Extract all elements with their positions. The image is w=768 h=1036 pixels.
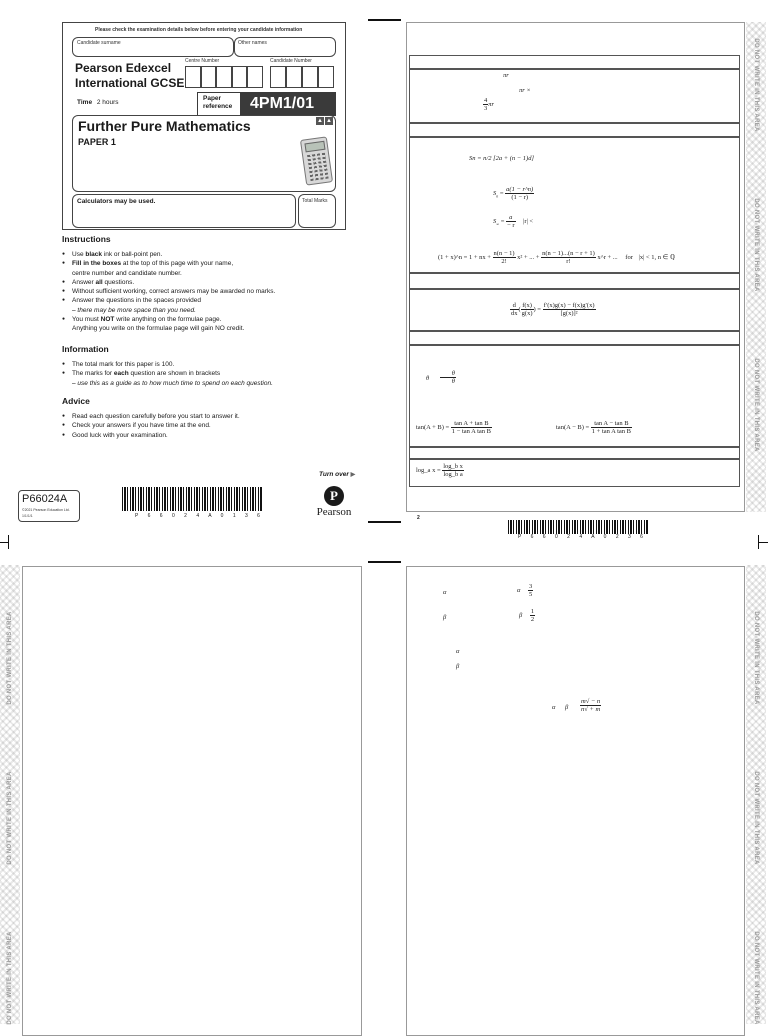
calculators-note: Calculators may be used. [77, 198, 156, 205]
advice-text: Read each question carefully before you start to answer it. [72, 413, 240, 420]
bullet-icon: ● [62, 260, 66, 267]
bullet-icon: ● [62, 370, 66, 377]
instruction-item [62, 306, 362, 315]
subject-box [72, 115, 336, 192]
instruction-item [62, 315, 362, 324]
surname-label: Candidate surname [77, 40, 121, 46]
information-heading: Information [62, 344, 109, 354]
instruction-item [62, 269, 362, 278]
formula-box-trig [409, 345, 740, 447]
crop-mark [8, 535, 9, 549]
binomial-a: (1 + x)^n = 1 + nx + [438, 253, 491, 261]
board-line-1: Pearson Edexcel [75, 61, 172, 75]
quot-fx: f(x) [522, 302, 532, 309]
instructions-section [62, 234, 362, 334]
information-bold: each [113, 370, 129, 378]
alpha-part-c: α [552, 704, 556, 711]
instruction-pre: Answer the questions in the spaces provided [72, 297, 201, 305]
information-item [62, 369, 362, 378]
binomial-c: x^r + ... [597, 253, 618, 261]
tan-diff-num: tan A − tan B [591, 420, 632, 428]
alpha-part-b: α [456, 648, 460, 655]
bullet-icon: ● [62, 316, 66, 323]
instruction-post: ink or ball-point pen. [102, 251, 163, 258]
centre-number-label: Centre Number [185, 58, 220, 64]
surd-den: n√ + m [581, 706, 601, 713]
tan-sum-lhs: tan(A + B) = [416, 423, 450, 431]
gp-num: a(1 − r^n) [506, 186, 534, 193]
advice-section [62, 396, 362, 440]
quotient-rule: $\frac{d}{dx}$ ( $\frac{f(x)}{g(x)}$ ) = $\frac{f'(x)g(x) - f(x)g'(x)}{\text{[g(x)]²}}$ [511, 302, 595, 317]
instruction-bold: black [85, 251, 102, 258]
bullet-icon: ● [62, 361, 66, 367]
barcode [122, 487, 262, 511]
sinf-den: − r [507, 222, 515, 229]
beta-part-c: β [565, 704, 569, 711]
strip-label: DO NOT WRITE IN THIS AREA [7, 771, 13, 865]
paper-ref-label-2: reference [203, 103, 233, 110]
information-pre: – use this as a guide as to how much time to spend on each question. [72, 379, 273, 387]
beta-symbol: β [519, 611, 523, 619]
alpha-label: α [443, 589, 447, 596]
calculators-box [72, 194, 296, 228]
paper-code-footer: P66024A [22, 493, 68, 505]
board-name [75, 61, 184, 91]
binomial-for: for [625, 253, 633, 261]
page-number: 2 [417, 515, 420, 521]
strip-label: DO NOT WRITE IN THIS AREA [753, 931, 759, 1025]
instruction-post: questions. [102, 278, 135, 286]
formula-box-log [409, 459, 740, 487]
turn-over-label: Turn over [319, 471, 349, 478]
formula-box-quotient [409, 289, 740, 331]
board-line-2: International GCSE [75, 76, 185, 90]
instruction-pre: Without sufficient working, correct answers may be awarded no marks. [72, 288, 276, 296]
instruction-pre: Anything you write on the formulae page will gain NO credit. [72, 325, 245, 333]
question-page-frame [406, 566, 745, 1036]
pi-r-x-text: πr × [519, 87, 531, 94]
frac-num: 4 [484, 97, 488, 104]
crop-mark [758, 542, 768, 543]
bullet-icon: ● [62, 431, 66, 438]
advice-text: Check your answers if you have time at the end. [72, 422, 211, 430]
formula-box-header-3 [409, 273, 740, 289]
instruction-post: write anything on the formulae page. [114, 316, 222, 324]
paper-number: PAPER 1 [78, 137, 116, 147]
strip-label: DO NOT WRITE IN THIS AREA [7, 611, 13, 705]
change-of-base [416, 463, 464, 478]
formula-box-header-4 [409, 331, 740, 345]
instruction-item [62, 278, 362, 287]
geometric-series-sum: $S_n$ = $\frac{a(1 - r\^{}n)}{(1 - r)}$ [493, 186, 534, 201]
barcode-text: P 6 6 0 2 4 A 0 1 3 6 [135, 513, 264, 519]
turn-over-arrow-icon: ▶ [350, 472, 356, 478]
quot-num: f′(x)g(x) − f(x)g′(x) [543, 302, 595, 309]
theta-1: θ [426, 375, 430, 382]
binomial-expansion [438, 250, 675, 265]
advice-item [62, 431, 362, 440]
crop-mark [758, 535, 759, 549]
barcode-2 [508, 520, 648, 534]
time-label: Time [77, 99, 93, 106]
instruction-post: at the top of this page with your name, [121, 260, 234, 268]
bullet-icon: ● [62, 297, 66, 304]
tan-sum-num: tan A + tan B [451, 420, 492, 428]
surd-num: m√ − n [581, 698, 601, 705]
advice-text: Good luck with your examination. [72, 431, 168, 439]
quot-den: [g(x)]² [560, 310, 578, 317]
binomial-cond: |x| < 1, n ∈ ℚ [638, 253, 676, 261]
instruction-item [62, 250, 362, 259]
theta-fraction [440, 370, 456, 385]
calculator-icon [300, 136, 333, 185]
log-den: log_b a [443, 471, 463, 478]
information-post: question are shown in brackets [128, 370, 221, 378]
log-lhs: log_a x = [416, 466, 441, 474]
instruction-pre: – there may be more space than you need. [72, 306, 196, 314]
information-pre: The total mark for this paper is 100. [72, 361, 175, 368]
check-notice: Please check the examination details below before entering your candidate information [95, 27, 303, 33]
paper-code-box [18, 490, 80, 522]
tan-sum-den: 1 − tan A tan B [451, 428, 492, 435]
time-row [77, 99, 119, 106]
crop-mark [368, 521, 401, 523]
strip-label: DO NOT WRITE IN THIS AREA [753, 38, 759, 132]
log-num: log_b x [443, 463, 463, 470]
barcode-text-2: P 6 6 0 2 4 A 0 2 3 6 [518, 534, 647, 540]
pearson-logo [312, 486, 356, 518]
formula-box-header-5 [409, 447, 740, 459]
tan-diff-formula [556, 420, 632, 435]
other-names-field[interactable] [234, 37, 336, 57]
paper-reference-box [197, 92, 336, 116]
subject-title: Further Pure Mathematics [78, 118, 251, 134]
strip-label: DO NOT WRITE IN THIS AREA [753, 611, 759, 705]
turn-over [319, 471, 355, 478]
time-value: 2 hours [96, 99, 119, 106]
information-pre: The marks for [72, 370, 114, 378]
answer-page-frame [22, 566, 362, 1036]
pi-r-text: πr [503, 72, 509, 79]
theta-3: θ [451, 378, 455, 385]
formula-box-header [409, 55, 740, 69]
strip-label: DO NOT WRITE IN THIS AREA [753, 358, 759, 452]
copyright-line-2: 1/1/1/1 [22, 514, 33, 518]
tan-diff-lhs: tan(A − B) = [556, 423, 590, 431]
candidate-surname-field[interactable] [72, 37, 234, 57]
do-not-write-strip-right [746, 565, 766, 1024]
centre-number-boxes[interactable] [185, 66, 263, 88]
advice-item [62, 412, 362, 421]
bullet-icon: ● [62, 278, 66, 285]
bullet-icon: ● [62, 251, 66, 257]
formula-box-series [409, 137, 740, 273]
bullet-icon: ● [62, 288, 66, 295]
up-arrow-icon: ▲ [317, 118, 323, 124]
advice-list [62, 412, 362, 440]
quot-gx: g(x) [521, 310, 533, 317]
alpha-value [517, 583, 533, 598]
crop-mark [368, 561, 401, 563]
candidate-number-label: Candidate Number [270, 58, 312, 64]
beta-part-b: β [456, 663, 460, 670]
crop-mark [368, 19, 401, 21]
four-thirds [483, 97, 494, 112]
pearson-wordmark: Pearson [316, 506, 352, 518]
instruction-item [62, 296, 362, 305]
copyright-line-1: ©2021 Pearson Education Ltd. [22, 508, 70, 512]
pearson-logo-icon: P [324, 486, 344, 506]
formula-box-header-2 [409, 123, 740, 137]
quot-d: d [510, 302, 519, 310]
alpha-den: 5 [529, 591, 533, 598]
beta-label: β [443, 614, 447, 621]
total-marks-label: Total Marks [302, 198, 328, 204]
arithmetic-series-sum: Sn = n/2 [2a + (n − 1)d] [469, 155, 534, 162]
frac-den: 3 [484, 105, 488, 112]
binomial-t2n: n(n − 1) [493, 250, 515, 257]
instructions-list [62, 250, 362, 334]
binomial-b: x² + ... + [517, 253, 540, 261]
do-not-write-strip-left [0, 565, 20, 1024]
instruction-pre: You must [72, 316, 101, 324]
sinf-cond: |r| < [523, 217, 534, 225]
other-names-label: Other names [238, 40, 267, 46]
quot-dx: dx [511, 310, 518, 317]
instruction-bold: NOT [100, 316, 115, 324]
pi-r3-text: πr [488, 100, 495, 108]
binomial-t2d: 2! [501, 258, 507, 265]
surd-fraction [580, 698, 601, 713]
binomial-trn: n(n − 1)...(n − r + 1) [542, 250, 595, 257]
crop-mark [0, 542, 8, 543]
bullet-icon: ● [62, 422, 66, 429]
instruction-item [62, 259, 362, 268]
instructions-heading: Instructions [62, 234, 111, 244]
paper-ref-label-1: Paper [203, 95, 222, 102]
do-not-write-strip [746, 22, 766, 512]
instruction-bold: all [95, 278, 103, 286]
instruction-bold: Fill in the boxes [72, 260, 122, 268]
alpha-symbol: α [517, 586, 521, 594]
instruction-pre: Use [72, 251, 86, 258]
binomial-trd: r! [566, 258, 571, 265]
strip-label: DO NOT WRITE IN THIS AREA [753, 771, 759, 865]
paper-ref-label [198, 93, 240, 115]
gp-den: (1 − r) [511, 194, 528, 201]
tan-sum-formula [416, 420, 492, 435]
paper-code: 4PM1/01 [250, 95, 315, 112]
beta-num: 1 [530, 608, 535, 615]
paper-nav-icons [316, 117, 333, 125]
information-item [62, 360, 362, 369]
candidate-number-boxes[interactable] [270, 66, 334, 88]
instruction-pre: Answer [72, 278, 96, 286]
information-list [62, 360, 362, 388]
tan-diff-den: 1 + tan A tan B [591, 428, 632, 435]
information-item [62, 379, 362, 388]
instruction-item [62, 324, 362, 333]
sum-to-infinity: $S_\infty$ = $\frac{a}{- r}$ |r| < [493, 214, 534, 229]
information-section [62, 344, 362, 388]
strip-label: DO NOT WRITE IN THIS AREA [753, 198, 759, 292]
theta-2: θ [440, 370, 456, 378]
up-arrow-icon-2: ▲ [326, 118, 332, 124]
advice-heading: Advice [62, 396, 90, 406]
sinf-num: a [506, 214, 515, 222]
beta-den: 2 [530, 616, 535, 623]
total-marks-box[interactable] [298, 194, 336, 228]
bullet-icon: ● [62, 413, 66, 419]
strip-label: DO NOT WRITE IN THIS AREA [7, 931, 13, 1025]
beta-value [519, 608, 535, 623]
advice-item [62, 421, 362, 430]
instruction-pre: centre number and candidate number. [72, 269, 182, 277]
alpha-num: 3 [529, 583, 533, 590]
formula-box-mensuration [409, 69, 740, 123]
instruction-item [62, 287, 362, 296]
